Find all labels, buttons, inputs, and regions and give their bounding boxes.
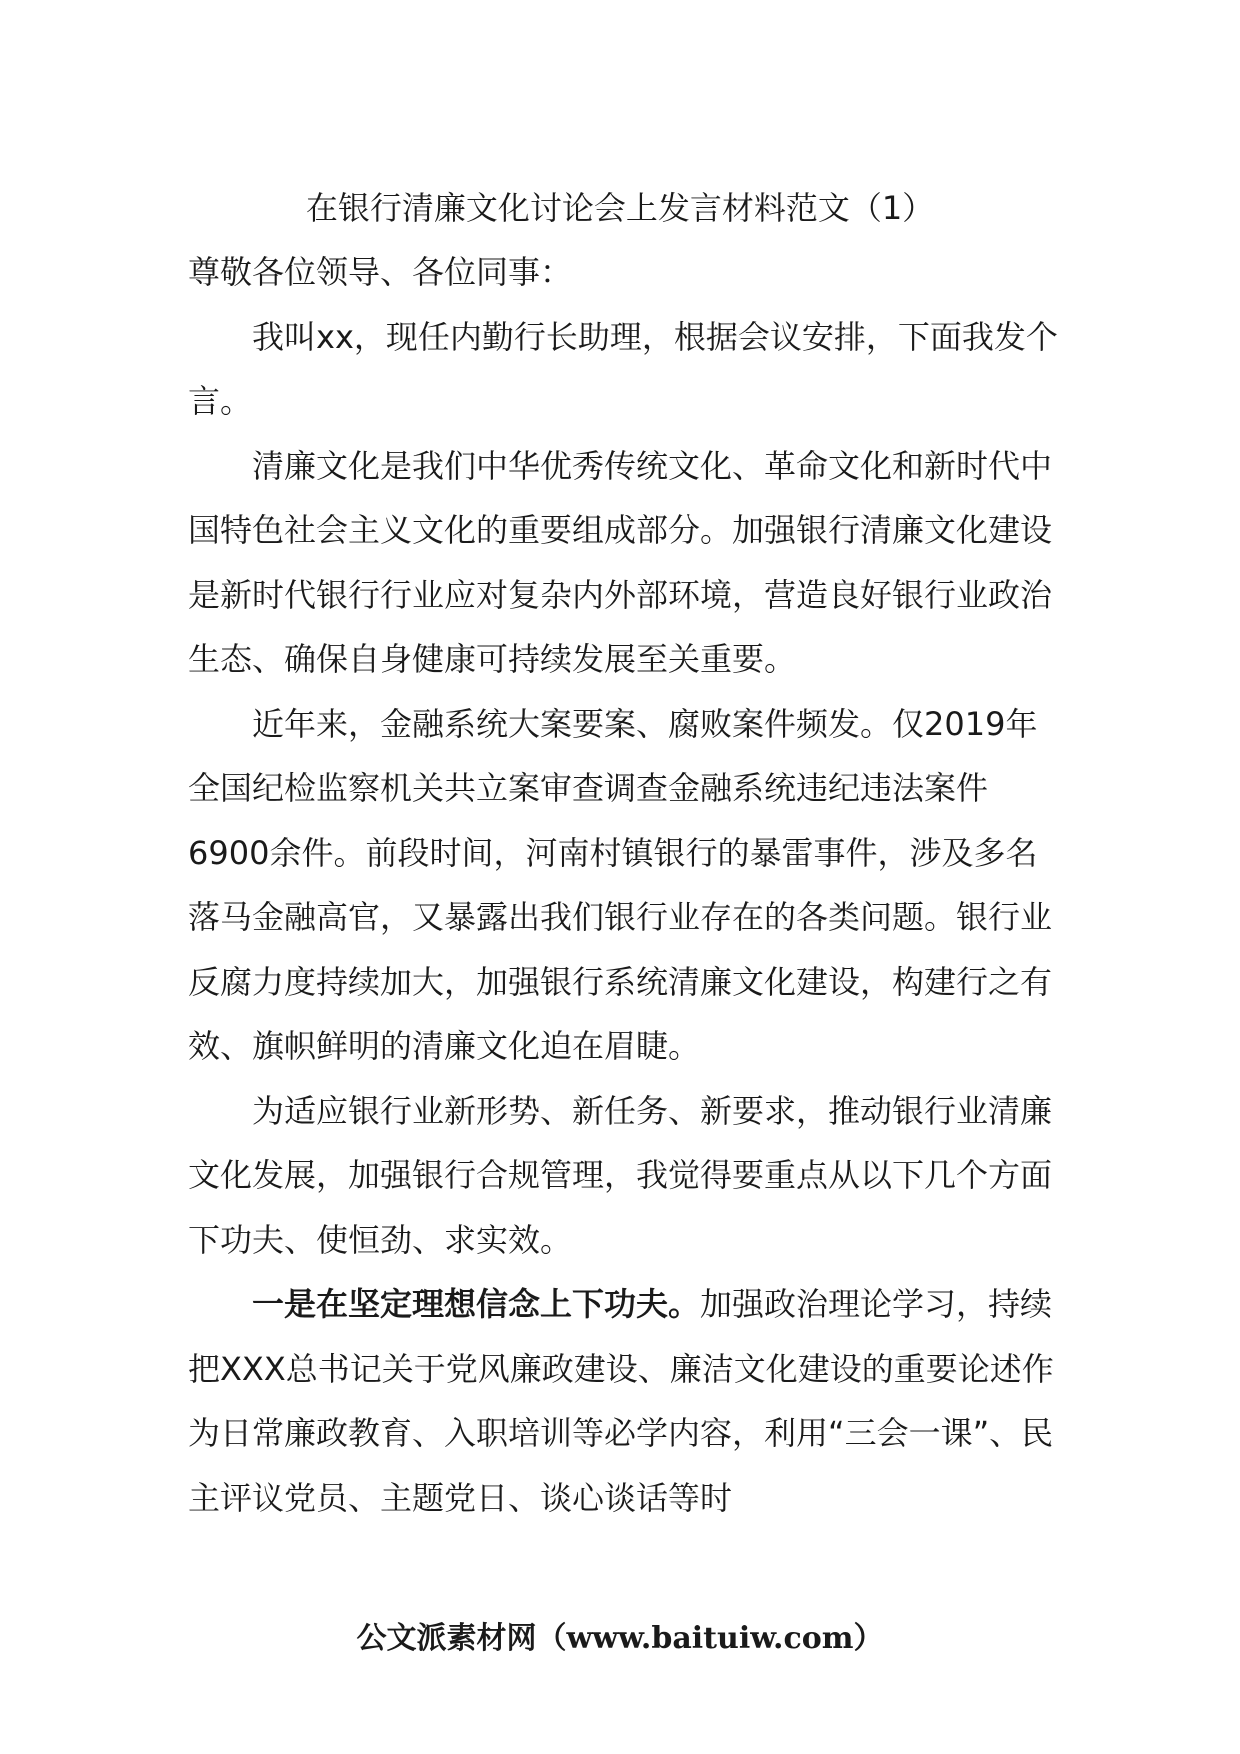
paragraph-introduction: 我叫xx，现任内勤行长助理，根据会议安排，下面我发个言。	[188, 317, 1058, 420]
paragraph-recent-cases: 近年来，金融系统大案要案、腐败案件频发。仅2019年全国纪检监察机关共立案审查调查金融系统违纪违法案件6900余件。前段时间，河南村镇银行的暴雷事件，涉及多名落马金融高官，又暴露出我们银行业存在的各类问题。银行业反腐力度持续加大，加强银行系统清廉文化建设，构建行之有效、旗帜鲜明的清廉文化迫在眉睫。	[188, 704, 1053, 1065]
paragraph-focus-areas: 为适应银行业新形势、新任务、新要求，推动银行业清廉文化发展，加强银行合规管理，我觉得要重点从以下几个方面下功夫、使恒劲、求实效。	[188, 1091, 1053, 1259]
paragraph-clean-culture: 清廉文化是我们中华优秀传统文化、革命文化和新时代中国特色社会主义文化的重要组成部分。加强银行清廉文化建设是新时代银行行业应对复杂内外部环境，营造良好银行业政治生态、确保自身健康可持续发展至关重要。	[188, 446, 1053, 678]
point-one-text: 加强政治理论学习，持续把XXX总书记关于党风廉政建设、廉洁文化建设的重要论述作为日常廉政教育、入职培训等必学内容，利用“三会一课”、民主评议党员、主题党日、谈心谈话等时	[188, 1285, 1054, 1517]
point-one-heading: 一是在坚定理想信念上下功夫。	[252, 1285, 701, 1323]
footer-source-watermark: 公文派素材网（www.baituiw.com）	[356, 1621, 884, 1656]
document-body	[188, 240, 1060, 1530]
salutation: 尊敬各位领导、各位同事：	[188, 253, 573, 291]
document-title: 在银行清廉文化讨论会上发言材料范文（1）	[305, 189, 935, 227]
paragraph-point-one	[188, 1272, 1060, 1530]
